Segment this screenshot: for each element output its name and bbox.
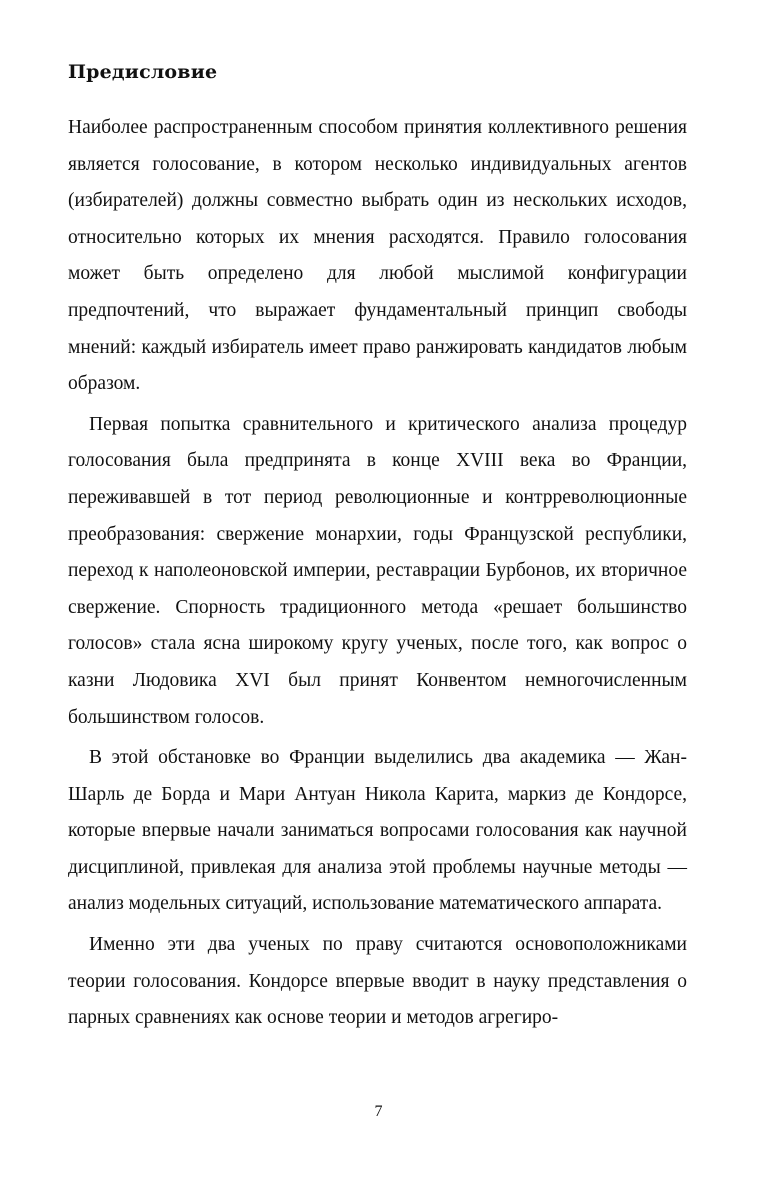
paragraph-2: Первая попытка сравнительного и критического анализа процедур голосования была предпринята в конце XVIII века во Франции, переживавшей в тот период революционные и контрреволюционные преобразования: свержение монархии, годы Французской республики, переход к наполеоновской империи, реставрации Бурбонов, их вторичное свержение. Спорность традиционного метода «решает большинство голосов» стала ясна широкому кругу ученых, после того, как вопрос о казни Людовика XVI был принят Конвентом немногочисленным большинством голосов. [68,413,687,728]
body-text [68,110,687,1041]
paragraph-4: Именно эти два ученых по праву считаются основоположниками теории голосования. Кондорсе впервые вводит в науку представления о парных сравнениях как основе теории и методов агрегиро- [68,934,687,1029]
paragraph-1: Наиболее распространенным способом принятия коллективного решения является голосование, в котором несколько индивидуальных агентов (избирателей) должны совместно выбрать один из нескольких исходов, относительно которых их мнения расходятся. Правило голосования может быть определено для любой мыслимой конфигурации предпочтений, что выражает фундаментальный принцип свободы мнений: каждый избиратель имеет право ранжировать кандидатов любым образом. [68,117,687,395]
paragraph-3: В этой обстановке во Франции выделились два академика — Жан-Шарль де Борда и Мари Антуан Никола Карита, маркиз де Кондорсе, которые впервые начали заниматься вопросами голосования как научной дисциплиной, привлекая для анализа этой проблемы научные методы — анализ модельных ситуаций, использование математического аппарата. [68,747,687,915]
page-title: Предисловие [68,61,218,83]
page-number: 7 [374,1103,383,1120]
